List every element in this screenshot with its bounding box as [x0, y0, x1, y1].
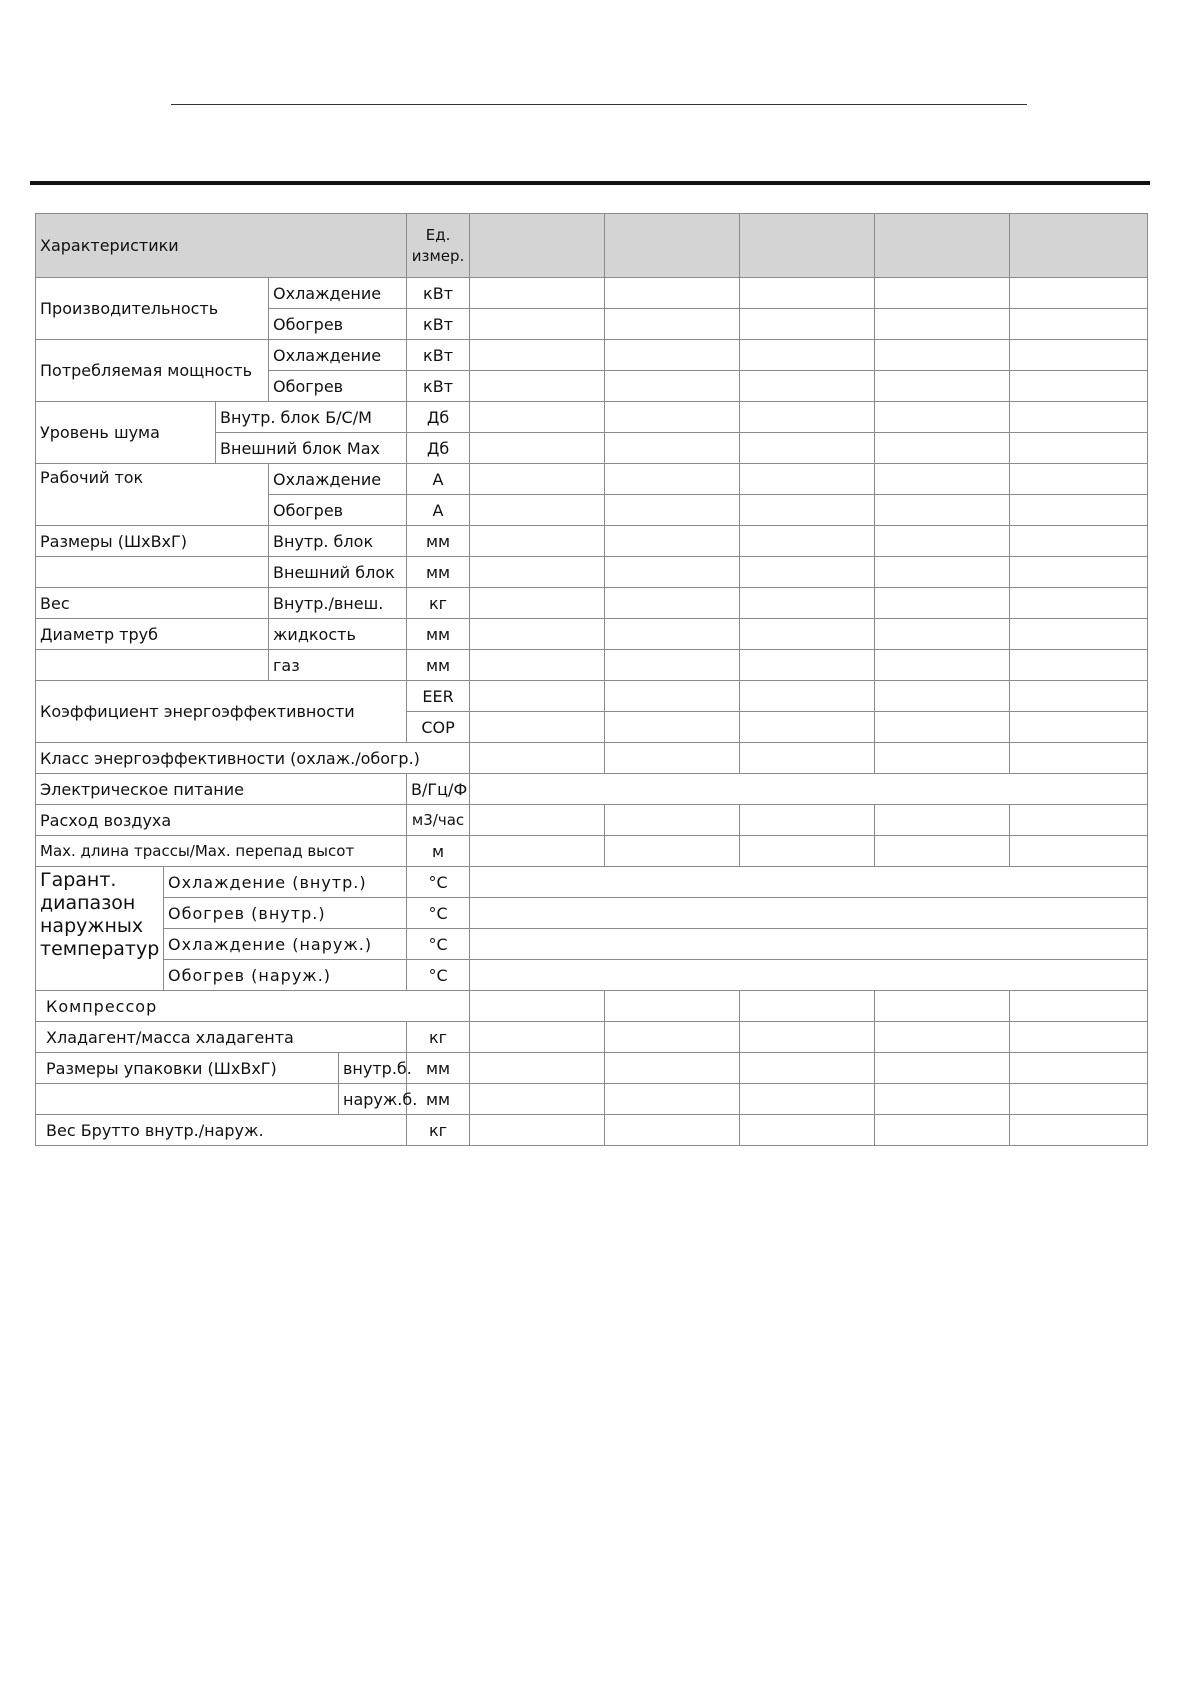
data-cell — [605, 340, 740, 371]
data-cell — [605, 805, 740, 836]
data-cell — [875, 1053, 1010, 1084]
data-cell — [1010, 712, 1148, 743]
temp-heat-in: Обогрев (внутр.) — [164, 898, 407, 929]
header-model-2 — [605, 214, 740, 278]
header-units: Ед. измер. — [407, 214, 470, 278]
power-supply-unit: В/Гц/Ф — [407, 774, 470, 805]
data-cell — [740, 526, 875, 557]
data-cell — [1010, 619, 1148, 650]
data-cell — [470, 371, 605, 402]
data-cell — [605, 588, 740, 619]
table-row — [36, 774, 1148, 805]
data-cell — [605, 495, 740, 526]
data-cell — [740, 712, 875, 743]
data-cell — [470, 1084, 605, 1115]
data-cell — [605, 681, 740, 712]
temp-unit: °C — [407, 960, 470, 991]
piping-length-unit: м — [407, 836, 470, 867]
data-cell — [740, 464, 875, 495]
table-row — [36, 743, 1148, 774]
data-cell — [470, 309, 605, 340]
data-cell — [470, 495, 605, 526]
specifications-table — [35, 213, 1148, 1146]
data-cell — [1010, 681, 1148, 712]
current-heating: Обогрев — [269, 495, 407, 526]
data-cell — [740, 805, 875, 836]
table-row — [36, 960, 1148, 991]
data-cell-merged — [470, 929, 1148, 960]
data-cell — [1010, 1084, 1148, 1115]
weight-label: Вес — [36, 588, 269, 619]
header-model-4 — [875, 214, 1010, 278]
table-row — [36, 526, 1148, 557]
packing-indoor: внутр.б. — [339, 1053, 407, 1084]
airflow-label: Расход воздуха — [36, 805, 407, 836]
data-cell — [875, 340, 1010, 371]
data-cell — [740, 433, 875, 464]
power-supply-label: Электрическое питание — [36, 774, 407, 805]
header-rule — [30, 181, 1150, 185]
data-cell — [875, 1022, 1010, 1053]
data-cell — [470, 340, 605, 371]
efficiency-label: Коэффициент энергоэффективности — [36, 681, 407, 743]
noise-indoor: Внутр. блок Б/С/М — [216, 402, 407, 433]
data-cell — [605, 712, 740, 743]
data-cell — [605, 371, 740, 402]
dimensions-label: Размеры (ШхВхГ) — [36, 526, 269, 557]
data-cell — [470, 619, 605, 650]
data-cell — [1010, 464, 1148, 495]
data-cell — [740, 681, 875, 712]
compressor-label: Компрессор — [36, 991, 470, 1022]
dimensions-indoor: Внутр. блок — [269, 526, 407, 557]
data-cell-merged — [470, 898, 1148, 929]
dimensions-outdoor: Внешний блок — [269, 557, 407, 588]
table-row — [36, 464, 1148, 495]
data-cell — [740, 495, 875, 526]
capacity-heating: Обогрев — [269, 309, 407, 340]
table-row — [36, 898, 1148, 929]
data-cell — [740, 557, 875, 588]
data-cell — [470, 712, 605, 743]
data-cell — [605, 433, 740, 464]
noise-label: Уровень шума — [36, 402, 216, 464]
efficiency-cop: COP — [407, 712, 470, 743]
data-cell — [875, 650, 1010, 681]
table-row — [36, 1115, 1148, 1146]
power-input-unit: кВт — [407, 371, 470, 402]
data-cell — [605, 743, 740, 774]
data-cell — [875, 433, 1010, 464]
capacity-label: Производительность — [36, 278, 269, 340]
data-cell — [740, 402, 875, 433]
table-row — [36, 588, 1148, 619]
data-cell — [740, 340, 875, 371]
packing-label: Размеры упаковки (ШхВхГ) — [36, 1053, 339, 1084]
data-cell — [1010, 309, 1148, 340]
data-cell — [875, 464, 1010, 495]
data-cell — [740, 1084, 875, 1115]
capacity-unit: кВт — [407, 278, 470, 309]
data-cell-merged — [470, 774, 1148, 805]
pipe-unit: мм — [407, 650, 470, 681]
data-cell — [875, 309, 1010, 340]
data-cell — [1010, 495, 1148, 526]
power-input-cooling: Охлаждение — [269, 340, 407, 371]
empty-cell — [36, 650, 269, 681]
data-cell — [740, 991, 875, 1022]
data-cell — [875, 278, 1010, 309]
table-row — [36, 278, 1148, 309]
data-cell — [605, 650, 740, 681]
data-cell — [605, 1053, 740, 1084]
refrigerant-label: Хладагент/масса хладагента — [36, 1022, 407, 1053]
table-row — [36, 1053, 1148, 1084]
data-cell — [740, 836, 875, 867]
dimensions-unit: мм — [407, 526, 470, 557]
table-row — [36, 681, 1148, 712]
dimensions-unit: мм — [407, 557, 470, 588]
noise-outdoor: Внешний блок Max — [216, 433, 407, 464]
data-cell — [605, 619, 740, 650]
table-row — [36, 402, 1148, 433]
data-cell — [740, 743, 875, 774]
data-cell — [470, 1022, 605, 1053]
temp-cool-out: Охлаждение (наруж.) — [164, 929, 407, 960]
data-cell — [740, 278, 875, 309]
gross-weight-unit: кг — [407, 1115, 470, 1146]
data-cell — [470, 805, 605, 836]
data-cell — [1010, 340, 1148, 371]
table-row — [36, 805, 1148, 836]
data-cell — [470, 650, 605, 681]
data-cell — [470, 1053, 605, 1084]
current-label: Рабочий ток — [36, 464, 269, 526]
table-row — [36, 619, 1148, 650]
gross-weight-label: Вес Брутто внутр./наруж. — [36, 1115, 407, 1146]
packing-unit: мм — [407, 1084, 470, 1115]
data-cell — [875, 557, 1010, 588]
data-cell — [470, 464, 605, 495]
data-cell-merged — [470, 960, 1148, 991]
data-cell — [470, 557, 605, 588]
data-cell — [740, 309, 875, 340]
data-cell — [1010, 526, 1148, 557]
data-cell — [1010, 991, 1148, 1022]
pipe-unit: мм — [407, 619, 470, 650]
data-cell — [605, 1084, 740, 1115]
data-cell — [875, 526, 1010, 557]
data-cell — [875, 588, 1010, 619]
table-row — [36, 1084, 1148, 1115]
table-row — [36, 991, 1148, 1022]
table-row — [36, 867, 1148, 898]
data-cell — [1010, 371, 1148, 402]
data-cell — [875, 1115, 1010, 1146]
data-cell — [740, 1115, 875, 1146]
data-cell — [605, 464, 740, 495]
data-cell — [740, 619, 875, 650]
temp-unit: °C — [407, 929, 470, 960]
power-input-unit: кВт — [407, 340, 470, 371]
data-cell — [470, 991, 605, 1022]
packing-outdoor: наруж.б. — [339, 1084, 407, 1115]
table-row — [36, 1022, 1148, 1053]
energy-class-label: Класс энергоэффективности (охлаж./обогр.) — [36, 743, 470, 774]
data-cell — [740, 371, 875, 402]
data-cell-merged — [470, 867, 1148, 898]
header-model-5 — [1010, 214, 1148, 278]
data-cell — [1010, 278, 1148, 309]
data-cell — [740, 1053, 875, 1084]
data-cell — [470, 433, 605, 464]
data-cell — [605, 1022, 740, 1053]
data-cell — [470, 588, 605, 619]
data-cell — [1010, 1022, 1148, 1053]
data-cell — [470, 836, 605, 867]
data-cell — [1010, 557, 1148, 588]
empty-cell — [36, 557, 269, 588]
data-cell — [605, 557, 740, 588]
packing-unit: мм — [407, 1053, 470, 1084]
header-characteristics: Характеристики — [36, 214, 407, 278]
temp-unit: °C — [407, 898, 470, 929]
refrigerant-unit: кг — [407, 1022, 470, 1053]
data-cell — [875, 805, 1010, 836]
data-cell — [740, 650, 875, 681]
noise-unit: Дб — [407, 433, 470, 464]
data-cell — [875, 743, 1010, 774]
power-input-heating: Обогрев — [269, 371, 407, 402]
data-cell — [1010, 1115, 1148, 1146]
table-row — [36, 340, 1148, 371]
airflow-unit: м3/час — [407, 805, 470, 836]
data-cell — [875, 712, 1010, 743]
data-cell — [605, 526, 740, 557]
data-cell — [875, 1084, 1010, 1115]
table-row — [36, 650, 1148, 681]
data-cell — [470, 278, 605, 309]
temp-cool-in: Охлаждение (внутр.) — [164, 867, 407, 898]
current-unit: А — [407, 495, 470, 526]
table-header-row — [36, 214, 1148, 278]
top-rule — [171, 104, 1027, 105]
data-cell — [1010, 650, 1148, 681]
data-cell — [740, 588, 875, 619]
data-cell — [875, 836, 1010, 867]
table-row — [36, 929, 1148, 960]
weight-unit: кг — [407, 588, 470, 619]
data-cell — [605, 402, 740, 433]
data-cell — [470, 402, 605, 433]
data-cell — [1010, 402, 1148, 433]
data-cell — [875, 991, 1010, 1022]
data-cell — [875, 681, 1010, 712]
data-cell — [875, 495, 1010, 526]
header-model-1 — [470, 214, 605, 278]
data-cell — [605, 836, 740, 867]
data-cell — [1010, 433, 1148, 464]
data-cell — [740, 1022, 875, 1053]
data-cell — [470, 526, 605, 557]
data-cell — [875, 402, 1010, 433]
temp-unit: °C — [407, 867, 470, 898]
data-cell — [1010, 805, 1148, 836]
pipe-gas: газ — [269, 650, 407, 681]
data-cell — [1010, 1053, 1148, 1084]
header-model-3 — [740, 214, 875, 278]
weight-sub: Внутр./внеш. — [269, 588, 407, 619]
data-cell — [1010, 836, 1148, 867]
temp-range-label: Гарант. диапазон наружных температур — [36, 867, 164, 991]
power-input-label: Потребляемая мощность — [36, 340, 269, 402]
empty-cell — [36, 1084, 339, 1115]
data-cell — [605, 991, 740, 1022]
data-cell — [605, 278, 740, 309]
data-cell — [605, 309, 740, 340]
table-row — [36, 557, 1148, 588]
capacity-cooling: Охлаждение — [269, 278, 407, 309]
data-cell — [875, 619, 1010, 650]
data-cell — [875, 371, 1010, 402]
current-unit: А — [407, 464, 470, 495]
noise-unit: Дб — [407, 402, 470, 433]
table-row — [36, 836, 1148, 867]
temp-heat-out: Обогрев (наруж.) — [164, 960, 407, 991]
data-cell — [1010, 743, 1148, 774]
data-cell — [470, 743, 605, 774]
capacity-unit: кВт — [407, 309, 470, 340]
data-cell — [470, 681, 605, 712]
pipe-label: Диаметр труб — [36, 619, 269, 650]
current-cooling: Охлаждение — [269, 464, 407, 495]
pipe-liquid: жидкость — [269, 619, 407, 650]
data-cell — [470, 1115, 605, 1146]
piping-length-label: Max. длина трассы/Max. перепад высот — [36, 836, 407, 867]
efficiency-eer: EER — [407, 681, 470, 712]
data-cell — [1010, 588, 1148, 619]
data-cell — [605, 1115, 740, 1146]
